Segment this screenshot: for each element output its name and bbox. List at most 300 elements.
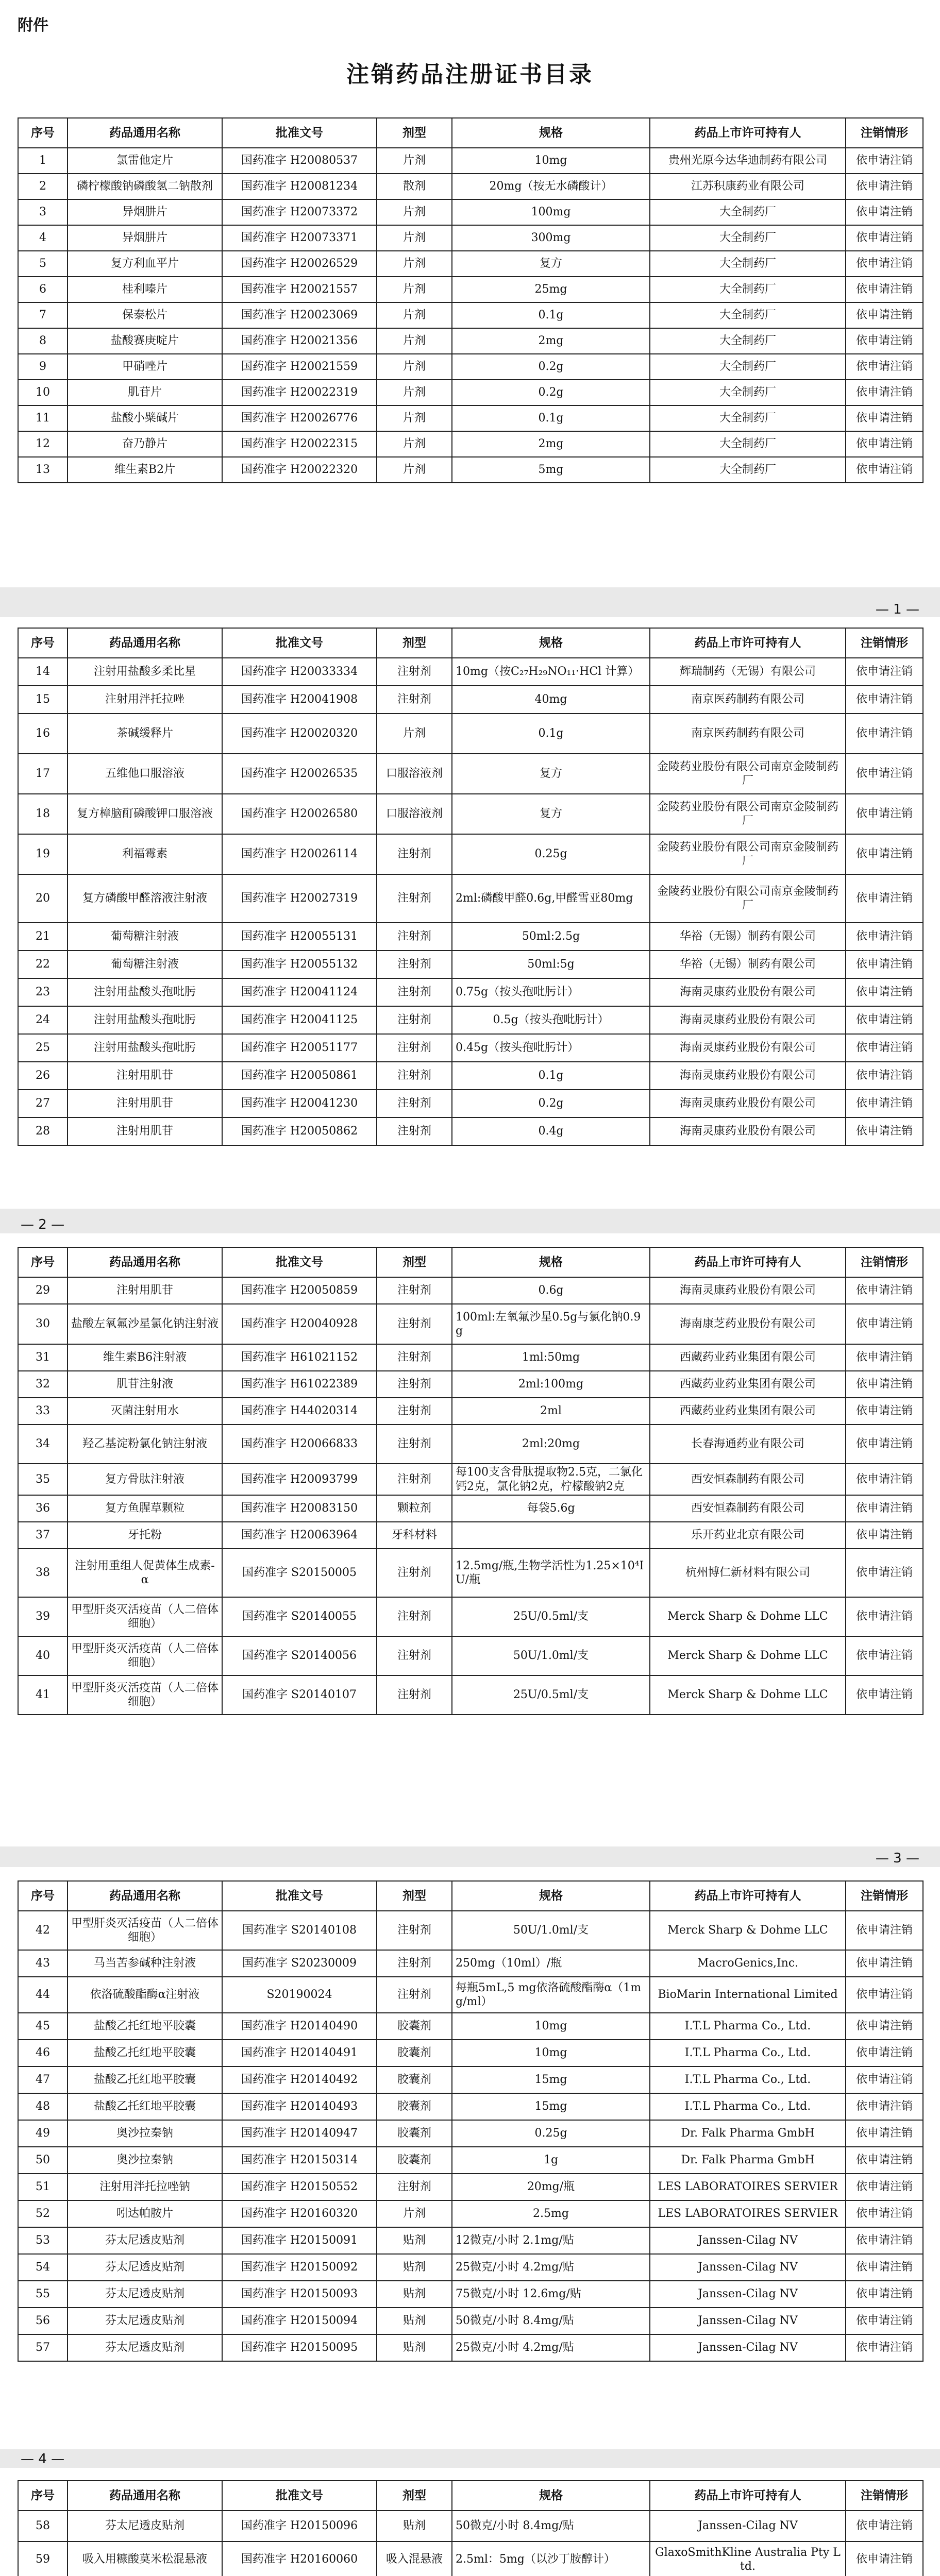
table-cell: 国药准字 H20021557 <box>222 277 377 302</box>
table-row <box>18 1464 923 1495</box>
table-row <box>18 794 923 834</box>
table-cell: 国药准字 H20140947 <box>222 2120 377 2147</box>
table-cell: 10 <box>18 380 68 405</box>
table-cell: 国药准字 H20055131 <box>222 923 377 951</box>
table-cell: 金陵药业股份有限公司南京金陵制药厂 <box>650 874 846 923</box>
table-row <box>18 923 923 951</box>
table-row <box>18 2040 923 2066</box>
table-row <box>18 951 923 978</box>
table-cell: 依申请注销 <box>846 1277 923 1304</box>
table-cell: 49 <box>18 2120 68 2147</box>
table-cell: 依申请注销 <box>846 174 923 199</box>
table-row <box>18 2013 923 2040</box>
table-cell: 50U/1.0ml/支 <box>452 1911 650 1950</box>
table-cell: Janssen-Cilag NV <box>650 2254 846 2281</box>
table-cell: 22 <box>18 951 68 978</box>
table-cell: 4 <box>18 225 68 251</box>
table-cell: 10mg <box>452 2040 650 2066</box>
table-cell: 片剂 <box>377 225 452 251</box>
table-row <box>18 2511 923 2541</box>
table-cell: 国药准字 H20140492 <box>222 2066 377 2093</box>
table-cell: 胶囊剂 <box>377 2066 452 2093</box>
table-cell: 国药准字 H20022319 <box>222 380 377 405</box>
table-cell: 29 <box>18 1277 68 1304</box>
table-cell: 注射剂 <box>377 978 452 1006</box>
table-cell: 36 <box>18 1495 68 1522</box>
table-row <box>18 380 923 405</box>
table-row <box>18 1006 923 1034</box>
table-cell: 100ml:左氧氟沙星0.5g与氯化钠0.9g <box>452 1304 650 1344</box>
table-row <box>18 834 923 874</box>
table-cell: 每100支含骨肽提取物2.5克，二氯化钙2克，氯化钠2克，柠檬酸钠2克 <box>452 1464 650 1495</box>
table-cell: 25U/0.5ml/支 <box>452 1675 650 1715</box>
table-cell: 甲型肝炎灭活疫苗（人二倍体细胞） <box>68 1597 222 1636</box>
table-cell: 灭菌注射用水 <box>68 1398 222 1425</box>
table-row <box>18 754 923 794</box>
table-cell: 海南灵康药业股份有限公司 <box>650 1090 846 1117</box>
table-cell: 贴剂 <box>377 2334 452 2361</box>
table-row <box>18 1398 923 1425</box>
table-row <box>18 874 923 923</box>
table-cell: Janssen-Cilag NV <box>650 2227 846 2254</box>
table-cell <box>452 1522 650 1549</box>
table-cell: 45 <box>18 2013 68 2040</box>
table-cell: 注射剂 <box>377 1398 452 1425</box>
table-cell: 15mg <box>452 2093 650 2120</box>
column-header: 药品上市许可持有人 <box>650 628 846 658</box>
table-cell: 50 <box>18 2147 68 2174</box>
table-cell: 盐酸乙托红地平胶囊 <box>68 2040 222 2066</box>
table-cell: 华裕（无锡）制药有限公司 <box>650 951 846 978</box>
table-cell: Janssen-Cilag NV <box>650 2281 846 2308</box>
table-cell: 依申请注销 <box>846 1034 923 1062</box>
table-cell: BioMarin International Limited <box>650 1977 846 2013</box>
table-cell: 注射用重组人促黄体生成素-α <box>68 1549 222 1597</box>
table-cell: 国药准字 H20081234 <box>222 174 377 199</box>
table-cell: 32 <box>18 1371 68 1398</box>
column-header: 序号 <box>18 628 68 658</box>
table-cell: 江苏积康药业有限公司 <box>650 174 846 199</box>
page-number: — 4 — <box>21 2451 65 2467</box>
column-header: 药品通用名称 <box>68 1881 222 1911</box>
table-cell: 2.5ml：5mg（以沙丁胺醇计） <box>452 2541 650 2576</box>
table-cell: 国药准字 H20080537 <box>222 148 377 174</box>
table-cell: 大全制药厂 <box>650 302 846 328</box>
table-cell: 50ml:2.5g <box>452 923 650 951</box>
table-cell: 海南灵康药业股份有限公司 <box>650 1117 846 1145</box>
table-cell: 0.5g（按头孢吡肟计） <box>452 1006 650 1034</box>
table-cell: 2.5mg <box>452 2200 650 2227</box>
table-row <box>18 2174 923 2200</box>
column-header: 药品通用名称 <box>68 2481 222 2511</box>
table-cell: 依申请注销 <box>846 2013 923 2040</box>
table-cell: 芬太尼透皮贴剂 <box>68 2511 222 2541</box>
table-cell: 国药准字 H20026776 <box>222 405 377 431</box>
table-cell: 依申请注销 <box>846 2066 923 2093</box>
table-cell: 片剂 <box>377 431 452 457</box>
table-cell: S20190024 <box>222 1977 377 2013</box>
table-cell: 依申请注销 <box>846 2334 923 2361</box>
table-cell: 43 <box>18 1950 68 1977</box>
table-cell: 0.4g <box>452 1117 650 1145</box>
table-cell: Dr. Falk Pharma GmbH <box>650 2120 846 2147</box>
table-cell: 国药准字 H20150552 <box>222 2174 377 2200</box>
table-cell: Merck Sharp & Dohme LLC <box>650 1636 846 1675</box>
table-cell: 依申请注销 <box>846 1304 923 1344</box>
table-cell: 片剂 <box>377 251 452 277</box>
table-cell: 维生素B2片 <box>68 457 222 483</box>
table-cell: 0.2g <box>452 1090 650 1117</box>
table-cell: 50微克/小时 8.4mg/贴 <box>452 2308 650 2334</box>
table-row <box>18 354 923 380</box>
table-cell: 海南灵康药业股份有限公司 <box>650 1062 846 1090</box>
table-cell: 吸入混悬液 <box>377 2541 452 2576</box>
table-cell: 0.6g <box>452 1277 650 1304</box>
table-cell: 250mg（10ml）/瓶 <box>452 1950 650 1977</box>
column-header: 批准文号 <box>222 118 377 148</box>
table-cell: 注射剂 <box>377 1675 452 1715</box>
table-cell: 注射用盐酸头孢吡肟 <box>68 1006 222 1034</box>
table-cell: 国药准字 S20150005 <box>222 1549 377 1597</box>
table-row <box>18 148 923 174</box>
table-cell: 53 <box>18 2227 68 2254</box>
table-cell: 胶囊剂 <box>377 2013 452 2040</box>
table-cell: 依申请注销 <box>846 2147 923 2174</box>
table-cell: 依申请注销 <box>846 2308 923 2334</box>
table-cell: 依申请注销 <box>846 431 923 457</box>
table-cell: 0.1g <box>452 302 650 328</box>
table-cell: 依申请注销 <box>846 2200 923 2227</box>
table-cell: 依申请注销 <box>846 1425 923 1464</box>
table-cell: 0.25g <box>452 834 650 874</box>
table-cell: 75微克/小时 12.6mg/贴 <box>452 2281 650 2308</box>
table-cell: 国药准字 H20041230 <box>222 1090 377 1117</box>
table-cell: 国药准字 H20150091 <box>222 2227 377 2254</box>
table-cell: 国药准字 S20230009 <box>222 1950 377 1977</box>
table-cell: 保泰松片 <box>68 302 222 328</box>
table-cell: 复方 <box>452 794 650 834</box>
table-cell: 2 <box>18 174 68 199</box>
table-cell: 奋乃静片 <box>68 431 222 457</box>
table-row <box>18 1425 923 1464</box>
table-cell: 片剂 <box>377 354 452 380</box>
column-header: 批准文号 <box>222 1881 377 1911</box>
table-cell: Merck Sharp & Dohme LLC <box>650 1597 846 1636</box>
table-cell: 25mg <box>452 277 650 302</box>
table-cell: 注射剂 <box>377 1597 452 1636</box>
table-cell: 注射用泮托拉唑钠 <box>68 2174 222 2200</box>
attachment-label: 附件 <box>18 16 48 35</box>
table-row <box>18 2227 923 2254</box>
table-cell: 国药准字 H20027319 <box>222 874 377 923</box>
table-cell: 片剂 <box>377 2200 452 2227</box>
table-cell: 依申请注销 <box>846 1549 923 1597</box>
table-cell: 大全制药厂 <box>650 225 846 251</box>
table-row <box>18 2200 923 2227</box>
column-header: 注销情形 <box>846 2481 923 2511</box>
table-cell: 复方 <box>452 251 650 277</box>
table-row <box>18 2334 923 2361</box>
column-header: 注销情形 <box>846 118 923 148</box>
table-cell: 依申请注销 <box>846 2541 923 2576</box>
cancellation-table <box>18 1247 924 1715</box>
table-cell: 大全制药厂 <box>650 277 846 302</box>
table-cell: 注射剂 <box>377 1549 452 1597</box>
table-cell: 注射剂 <box>377 1636 452 1675</box>
table-cell: I.T.L Pharma Co., Ltd. <box>650 2040 846 2066</box>
table-cell: 大全制药厂 <box>650 457 846 483</box>
table-cell: 2mg <box>452 431 650 457</box>
table-header-row <box>18 2481 923 2511</box>
table-cell: 国药准字 S20140055 <box>222 1597 377 1636</box>
table-cell: 复方 <box>452 754 650 794</box>
table-cell: 15 <box>18 686 68 714</box>
table-cell: 依申请注销 <box>846 1006 923 1034</box>
table-cell: 100mg <box>452 199 650 225</box>
table-cell: 50ml:5g <box>452 951 650 978</box>
table-cell: MacroGenics,Inc. <box>650 1950 846 1977</box>
table-cell: 8 <box>18 328 68 354</box>
table-cell: 氯雷他定片 <box>68 148 222 174</box>
table-cell: 胶囊剂 <box>377 2040 452 2066</box>
table-cell: 大全制药厂 <box>650 405 846 431</box>
table-cell: 胶囊剂 <box>377 2147 452 2174</box>
table-row <box>18 225 923 251</box>
table-cell: 牙科材料 <box>377 1522 452 1549</box>
table-cell: 依申请注销 <box>846 328 923 354</box>
table-cell: 注射剂 <box>377 834 452 874</box>
table-cell: 复方利血平片 <box>68 251 222 277</box>
table-row <box>18 1371 923 1398</box>
table-cell: 注射剂 <box>377 1371 452 1398</box>
table-cell: Merck Sharp & Dohme LLC <box>650 1675 846 1715</box>
page-number: — 3 — <box>875 1851 919 1866</box>
table-cell: 国药准字 H20140490 <box>222 2013 377 2040</box>
column-header: 规格 <box>452 1881 650 1911</box>
column-header: 药品通用名称 <box>68 118 222 148</box>
table-row <box>18 1636 923 1675</box>
table-cell: 48 <box>18 2093 68 2120</box>
table-row <box>18 686 923 714</box>
table-cell: 西安恒森制药有限公司 <box>650 1495 846 1522</box>
table-row <box>18 1304 923 1344</box>
table-cell: 盐酸乙托红地平胶囊 <box>68 2093 222 2120</box>
table-cell: 10mg <box>452 2013 650 2040</box>
table-cell: 50微克/小时 8.4mg/贴 <box>452 2511 650 2541</box>
table-row <box>18 431 923 457</box>
table-cell: 大全制药厂 <box>650 251 846 277</box>
table-cell: 牙托粉 <box>68 1522 222 1549</box>
table-cell: 依申请注销 <box>846 457 923 483</box>
column-header: 注销情形 <box>846 628 923 658</box>
table-cell: 23 <box>18 978 68 1006</box>
table-cell: 25U/0.5ml/支 <box>452 1597 650 1636</box>
table-cell: 30 <box>18 1304 68 1344</box>
column-header: 剂型 <box>377 1247 452 1277</box>
table-cell: 依申请注销 <box>846 1464 923 1495</box>
table-cell: 辉瑞制药（无锡）有限公司 <box>650 658 846 686</box>
table-cell: 维生素B6注射液 <box>68 1344 222 1371</box>
table-cell: 肌苷片 <box>68 380 222 405</box>
table-cell: 35 <box>18 1464 68 1495</box>
column-header: 序号 <box>18 118 68 148</box>
table-row <box>18 1062 923 1090</box>
table-cell: 依申请注销 <box>846 1911 923 1950</box>
table-cell: 依申请注销 <box>846 951 923 978</box>
table-cell: 国药准字 H20020320 <box>222 714 377 754</box>
table-row <box>18 1911 923 1950</box>
table-cell: 依申请注销 <box>846 1344 923 1371</box>
table-cell: 依申请注销 <box>846 354 923 380</box>
table-cell: 国药准字 H20140491 <box>222 2040 377 2066</box>
table-row <box>18 1090 923 1117</box>
table-row <box>18 2066 923 2093</box>
table-cell: 注射剂 <box>377 1034 452 1062</box>
table-cell: 依申请注销 <box>846 658 923 686</box>
table-cell: 依申请注销 <box>846 1950 923 1977</box>
table-row <box>18 2254 923 2281</box>
table-cell: 金陵药业股份有限公司南京金陵制药厂 <box>650 834 846 874</box>
table-row <box>18 658 923 686</box>
table-row <box>18 302 923 328</box>
table-cell: 41 <box>18 1675 68 1715</box>
table-cell: 国药准字 H20073371 <box>222 225 377 251</box>
table-cell: 国药准字 S20140056 <box>222 1636 377 1675</box>
table-cell: 依申请注销 <box>846 1522 923 1549</box>
table-cell: 5 <box>18 251 68 277</box>
table-row <box>18 328 923 354</box>
table-cell: 海南灵康药业股份有限公司 <box>650 1034 846 1062</box>
table-cell: 片剂 <box>377 277 452 302</box>
table-row <box>18 1950 923 1977</box>
table-cell: 34 <box>18 1425 68 1464</box>
table-cell: 注射用盐酸头孢吡肟 <box>68 1034 222 1062</box>
table-cell: 5mg <box>452 457 650 483</box>
table-header-row <box>18 1881 923 1911</box>
table-cell: 33 <box>18 1398 68 1425</box>
table-cell: 海南灵康药业股份有限公司 <box>650 978 846 1006</box>
table-cell: 国药准字 S20140107 <box>222 1675 377 1715</box>
table-cell: 1ml:50mg <box>452 1344 650 1371</box>
table-cell: 金陵药业股份有限公司南京金陵制药厂 <box>650 794 846 834</box>
table-row <box>18 978 923 1006</box>
table-header-row <box>18 1247 923 1277</box>
column-header: 注销情形 <box>846 1881 923 1911</box>
table-cell: 长春海通药业有限公司 <box>650 1425 846 1464</box>
table-cell: 国药准字 H20160060 <box>222 2541 377 2576</box>
table-cell: GlaxoSmithKline Australia Pty Ltd. <box>650 2541 846 2576</box>
table-cell: 依洛硫酸酯酶α注射液 <box>68 1977 222 2013</box>
table-row <box>18 199 923 225</box>
table-cell: 大全制药厂 <box>650 199 846 225</box>
table-cell: 国药准字 H61022389 <box>222 1371 377 1398</box>
table-cell: 西藏药业药业集团有限公司 <box>650 1371 846 1398</box>
column-header: 规格 <box>452 1247 650 1277</box>
table-cell: 依申请注销 <box>846 2120 923 2147</box>
table-cell: 10mg（按C₂₇H₂₉NO₁₁·HCl 计算） <box>452 658 650 686</box>
table-cell: 国药准字 H20073372 <box>222 199 377 225</box>
table-cell: 注射剂 <box>377 1304 452 1344</box>
table-cell: 复方磷酸甲醛溶液注射液 <box>68 874 222 923</box>
table-cell: 依申请注销 <box>846 923 923 951</box>
table-cell: 37 <box>18 1522 68 1549</box>
page-title: 注销药品注册证书目录 <box>346 61 594 88</box>
table-cell: 2ml:20mg <box>452 1425 650 1464</box>
column-header: 药品通用名称 <box>68 628 222 658</box>
table-cell: 国药准字 H20050859 <box>222 1277 377 1304</box>
table-cell: 国药准字 H20040928 <box>222 1304 377 1344</box>
table-cell: 注射剂 <box>377 2174 452 2200</box>
table-cell: 散剂 <box>377 174 452 199</box>
table-cell: 国药准字 H20023069 <box>222 302 377 328</box>
table-cell: 国药准字 H44020314 <box>222 1398 377 1425</box>
table-cell: 羟乙基淀粉氯化钠注射液 <box>68 1425 222 1464</box>
table-cell: 21 <box>18 923 68 951</box>
table-cell: 15mg <box>452 2066 650 2093</box>
cancellation-table <box>18 117 924 483</box>
table-cell: LES LABORATOIRES SERVIER <box>650 2174 846 2200</box>
table-cell: 依申请注销 <box>846 302 923 328</box>
table-cell: 依申请注销 <box>846 874 923 923</box>
table-cell: 依申请注销 <box>846 2511 923 2541</box>
table-cell: 贵州光原今达华迪制药有限公司 <box>650 148 846 174</box>
table-cell: 口服溶液剂 <box>377 754 452 794</box>
table-cell: 注射用盐酸多柔比星 <box>68 658 222 686</box>
table-cell: 注射剂 <box>377 1062 452 1090</box>
table-cell: 20mg/瓶 <box>452 2174 650 2200</box>
table-cell: 复方鱼腥草颗粒 <box>68 1495 222 1522</box>
table-cell: 38 <box>18 1549 68 1597</box>
table-cell: 国药准字 H20150092 <box>222 2254 377 2281</box>
table-cell: 12.5mg/瓶,生物学活性为1.25×10⁴IU/瓶 <box>452 1549 650 1597</box>
table-row <box>18 1277 923 1304</box>
column-header: 规格 <box>452 118 650 148</box>
table-cell: 依申请注销 <box>846 1597 923 1636</box>
cancellation-table <box>18 1880 924 2362</box>
table-cell: 3 <box>18 199 68 225</box>
table-row <box>18 1117 923 1145</box>
table-cell: I.T.L Pharma Co., Ltd. <box>650 2093 846 2120</box>
table-cell: 注射剂 <box>377 923 452 951</box>
table-cell: 依申请注销 <box>846 1675 923 1715</box>
table-cell: 注射剂 <box>377 1425 452 1464</box>
table-cell: 2ml <box>452 1398 650 1425</box>
table-cell: 西藏药业药业集团有限公司 <box>650 1398 846 1425</box>
table-cell: 国药准字 H20093799 <box>222 1464 377 1495</box>
table-cell: 国药准字 H20150093 <box>222 2281 377 2308</box>
table-cell: 注射剂 <box>377 1911 452 1950</box>
table-cell: 26 <box>18 1062 68 1090</box>
table-cell: 吲达帕胺片 <box>68 2200 222 2227</box>
cancellation-table <box>18 2480 924 2576</box>
column-header: 剂型 <box>377 2481 452 2511</box>
table-cell: Janssen-Cilag NV <box>650 2334 846 2361</box>
table-cell: 盐酸赛庚啶片 <box>68 328 222 354</box>
column-header: 序号 <box>18 1881 68 1911</box>
table-cell: 注射用肌苷 <box>68 1117 222 1145</box>
table-cell: 19 <box>18 834 68 874</box>
table-cell: 54 <box>18 2254 68 2281</box>
table-cell: 依申请注销 <box>846 2254 923 2281</box>
table-cell: 56 <box>18 2308 68 2334</box>
table-cell: 国药准字 H20050861 <box>222 1062 377 1090</box>
table-cell: 国药准字 H20150096 <box>222 2511 377 2541</box>
table-cell: 依申请注销 <box>846 1398 923 1425</box>
table-cell: 奥沙拉秦钠 <box>68 2147 222 2174</box>
table-cell: 58 <box>18 2511 68 2541</box>
table-cell: 注射剂 <box>377 1344 452 1371</box>
table-cell: 依申请注销 <box>846 1977 923 2013</box>
